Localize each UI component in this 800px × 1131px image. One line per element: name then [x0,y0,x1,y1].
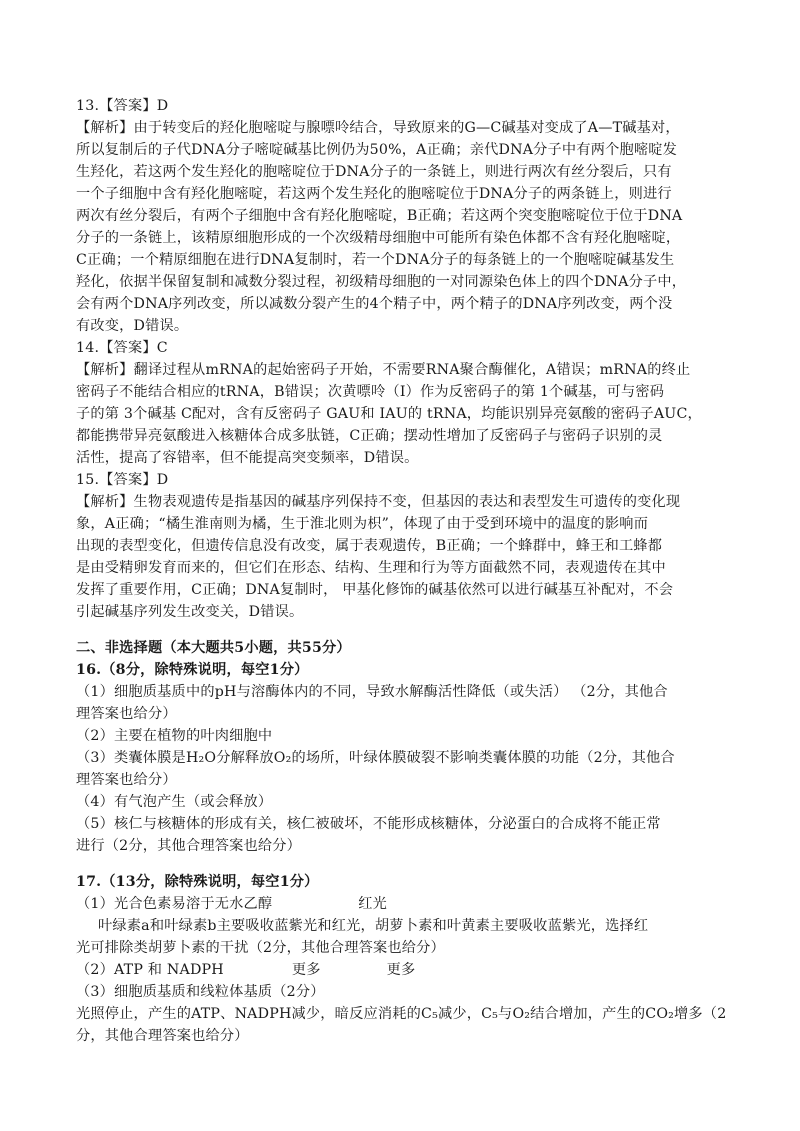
q16-line: 进行（2分，其他合理答案也给分） [76,838,302,854]
q16-line: 理答案也给分） [76,772,177,788]
q17-line: （3）细胞质基质和线粒体基质（2分） [76,984,325,1000]
q16-line: 理答案也给分） [76,706,177,722]
section-heading: 二、非选择题（本大题共5小题，共55分） [76,640,351,656]
q13-line: 所以复制后的子代DNA分子嘧啶碱基比例仍为50%，A正确；亲代DNA分子中有两个胞嘧啶发 [76,142,678,158]
q15-line: 出现的表型变化，但遗传信息没有改变，属于表观遗传，B正确；一个蜂群中，蜂王和工蜂都 [76,538,663,554]
q15-line: 【解析】生物表观遗传是指基因的碱基序列保持不变，但基因的表达和表型发生可遗传的变化现 [76,494,681,510]
q13-line: 生羟化，若这两个发生羟化的胞嘧啶位于DNA分子的一条链上，则进行两次有丝分裂后，只有 [76,164,672,180]
q15-line: 是由受精卵发育而来的，但它们在形态、结构、生理和行为等方面截然不同，表观遗传在其中 [76,560,666,576]
q14-line: 密码子不能结合相应的tRNA，B错误；次黄嘌呤（I）作为反密码子的第 1个碱基，可与密码 [76,384,665,400]
q14-line: 都能携带异亮氨酸进入核糖体合成多肽链，C正确；摆动性增加了反密码子与密码子识别的灵 [76,428,663,444]
q17-line: 光照停止，产生的ATP、NADPH减少，暗反应消耗的C₅减少，C₅与O₂结合增加，产生的CO₂增多（2 [76,1006,727,1022]
q13-line: 分子的一条链上，该精原细胞形成的一个次级精母细胞中可能所有染色体都不含有羟化胞嘧啶， [76,230,681,246]
q16-line: （5）核仁与核糖体的形成有关，核仁被破坏，不能形成核糖体，分泌蛋白的合成将不能正常 [76,816,661,832]
q16-head: 16.（8分，除特殊说明，每空1分） [76,662,309,678]
q17-answer-1a: （1）光合色素易溶于无水乙醇 [76,896,273,912]
q17-line [76,894,736,914]
q15-line: 引起碱基序列发生改变关，D错误。 [76,604,304,620]
q17-answer-2a: （2）ATP 和 NADPH [76,962,224,978]
q16-line: （3）类囊体膜是H₂O分解释放O₂的场所，叶绿体膜破裂不影响类囊体膜的功能（2分，其他合 [76,750,675,766]
q17-head: 17.（13分，除特殊说明，每空1分） [76,874,319,890]
q14-line: 子的第 3个碱基 C配对，含有反密码子 GAU和 IAU的 tRNA，均能识别异亮氨酸的密码子AUC， [76,406,702,422]
q15-line: 象，A正确；“橘生淮南则为橘，生于淮北则为枳”，体现了由于受到环境中的温度的影响而 [76,516,649,532]
q14-line: 活性，提高了容错率，但不能提高突变频率，D错误。 [76,450,419,466]
q15-answer-head: 15.【答案】D [76,472,169,488]
q17-line: 光可排除类胡萝卜素的干扰（2分，其他合理答案也给分） [76,940,445,956]
q13-line: 会有两个DNA序列改变，所以减数分裂产生的4个精子中，两个精子的DNA序列改变，两个没 [76,296,673,312]
q17-line [76,960,736,980]
q17-answer-2b: 更多 [291,962,321,978]
q13-line: 两次有丝分裂后，有两个子细胞中含有羟化胞嘧啶，B正确；若这两个突变胞嘧啶位于位于DNA [76,208,683,224]
q13-line: 一个子细胞中含有羟化胞嘧啶，若这两个发生羟化的胞嘧啶位于DNA分子的两条链上，则进行 [76,186,672,202]
q17-line: 叶绿素a和叶绿素b主要吸收蓝紫光和红光，胡萝卜素和叶黄素主要吸收蓝紫光，选择红 [98,918,649,934]
q15-line: 发挥了重要作用，C正确；DNA复制时， 甲基化修饰的碱基依然可以进行碱基互补配对，不会 [76,582,674,598]
q14-line: 【解析】翻译过程从mRNA的起始密码子开始，不需要RNA聚合酶催化，A错误；mRNA的终止 [76,362,691,378]
q13-answer-head: 13.【答案】D [76,98,169,114]
q16-line: （2）主要在植物的叶肉细胞中 [76,728,273,744]
q17-answer-1b: 红光 [358,896,388,912]
q16-line: （4）有气泡产生（或会释放） [76,794,273,810]
q13-line: C正确；一个精原细胞在进行DNA复制时，若一个DNA分子的每条链上的一个胞嘧啶碱基发生 [76,252,675,268]
q13-line: 羟化，依据半保留复制和减数分裂过程，初级精母细胞的一对同源染色体上的四个DNA分子中， [76,274,687,290]
q17-line: 分，其他合理答案也给分） [76,1028,249,1044]
q13-line: 有改变，D错误。 [76,318,189,334]
q16-line: （1）细胞质基质中的pH与溶酶体内的不同，导致水解酶活性降低（或失活） （2分，其他合 [76,684,668,700]
q13-line: 【解析】由于转变后的羟化胞嘧啶与腺嘌呤结合，导致原来的G—C碱基对变成了A—T碱基对， [76,120,680,136]
q17-answer-2c: 更多 [386,962,416,978]
q14-answer-head: 14.【答案】C [76,340,168,356]
